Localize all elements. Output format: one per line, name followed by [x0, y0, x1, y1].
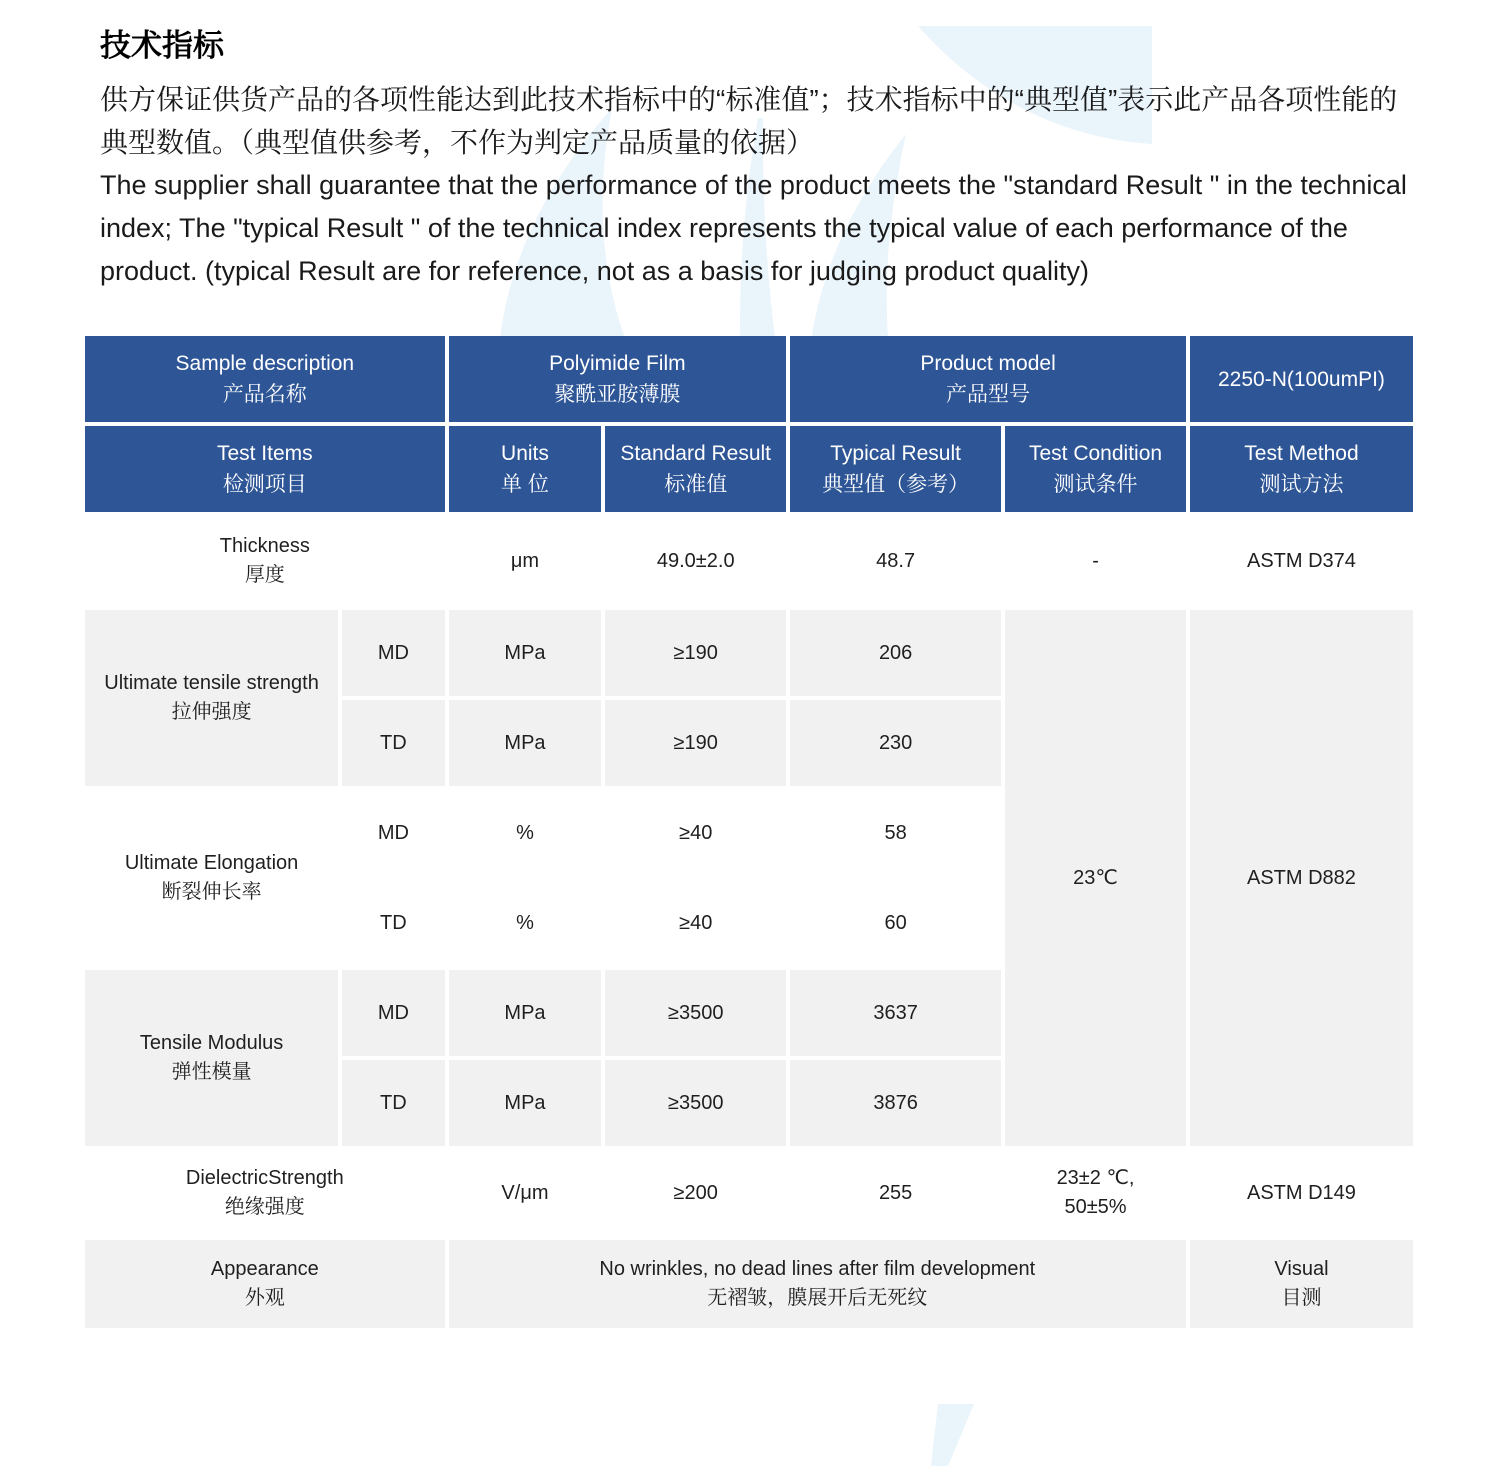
- header-sample-description: [85, 336, 445, 422]
- tensile-td-standard: ≥190: [605, 700, 786, 786]
- dielectric-condition-line1: 23±2 ℃,: [1056, 1167, 1135, 1189]
- modulus-label-en: Tensile Modulus: [139, 1032, 284, 1054]
- tensile-td-typical: 230: [790, 700, 1001, 786]
- col-header-typical-result-cn: 典型值（参考）: [822, 473, 970, 496]
- col-header-test-condition: [1005, 426, 1186, 512]
- col-header-test-condition-en: Test Condition: [1028, 442, 1163, 465]
- tensile-label: [85, 610, 338, 786]
- col-header-typical-result: [790, 426, 1001, 512]
- modulus-md-standard: ≥3500: [605, 970, 786, 1056]
- col-header-units: [449, 426, 602, 512]
- col-header-units-en: Units: [501, 442, 549, 465]
- dielectric-method: ASTM D149: [1190, 1150, 1413, 1236]
- appearance-result: [449, 1240, 1186, 1328]
- mechanical-test-condition: 23℃: [1005, 610, 1186, 1146]
- col-header-test-method-cn: 测试方法: [1259, 473, 1344, 496]
- thickness-label-en: Thickness: [219, 535, 310, 557]
- col-header-test-method-en: Test Method: [1244, 442, 1359, 465]
- header-sample-description-cn: 产品名称: [222, 383, 307, 406]
- tensile-md-direction: MD: [342, 610, 444, 696]
- tensile-label-en: Ultimate tensile strength: [104, 672, 319, 694]
- elongation-md-direction: MD: [342, 790, 444, 876]
- header-product-model-label-cn: 产品型号: [946, 383, 1031, 406]
- appearance-label: [85, 1240, 445, 1328]
- tensile-md-typical: 206: [790, 610, 1001, 696]
- dielectric-typical: 255: [790, 1150, 1001, 1236]
- mechanical-test-method: ASTM D882: [1190, 610, 1413, 1146]
- col-header-test-condition-cn: 测试条件: [1053, 473, 1138, 496]
- appearance-result-en: No wrinkles, no dead lines after film development: [599, 1258, 1036, 1280]
- appearance-method: [1190, 1240, 1413, 1328]
- header-product-name-en: Polyimide Film: [549, 352, 686, 375]
- modulus-td-typical: 3876: [790, 1060, 1001, 1146]
- col-header-test-method: [1190, 426, 1413, 512]
- modulus-md-unit: MPa: [449, 970, 602, 1056]
- tensile-td-unit: MPa: [449, 700, 602, 786]
- dielectric-label: [85, 1150, 445, 1236]
- elongation-label-en: Ultimate Elongation: [124, 852, 299, 874]
- col-header-units-cn: 单 位: [501, 473, 549, 496]
- col-header-test-items-en: Test Items: [216, 442, 313, 465]
- thickness-standard: 49.0±2.0: [605, 516, 786, 606]
- page-title: 技术指标: [100, 28, 224, 63]
- header-sample-description-en: Sample description: [175, 352, 355, 375]
- tensile-td-direction: TD: [342, 700, 444, 786]
- watermark-bottom-sliver: [931, 1404, 974, 1466]
- modulus-md-typical: 3637: [790, 970, 1001, 1056]
- modulus-td-standard: ≥3500: [605, 1060, 786, 1146]
- elongation-md-standard: ≥40: [605, 790, 786, 876]
- modulus-label: [85, 970, 338, 1146]
- elongation-td-standard: ≥40: [605, 880, 786, 966]
- elongation-td-unit: %: [449, 880, 602, 966]
- elongation-md-unit: %: [449, 790, 602, 876]
- elongation-label: [85, 790, 338, 966]
- table-row-tensile-md: [85, 610, 1413, 696]
- appearance-label-cn: 外观: [244, 1287, 285, 1309]
- appearance-method-en: Visual: [1274, 1258, 1329, 1280]
- header-product-model-label: [790, 336, 1186, 422]
- table-row-product-header: [85, 336, 1413, 422]
- elongation-td-typical: 60: [790, 880, 1001, 966]
- dielectric-standard: ≥200: [605, 1150, 786, 1236]
- header-product-model-value: 2250-N(100umPI): [1190, 336, 1413, 422]
- header-product-name: [449, 336, 787, 422]
- header-product-model-label-en: Product model: [920, 352, 1056, 375]
- tensile-md-standard: ≥190: [605, 610, 786, 696]
- table-row-thickness: [85, 516, 1413, 606]
- col-header-standard-result: [605, 426, 786, 512]
- tensile-md-unit: MPa: [449, 610, 602, 696]
- dielectric-label-cn: 绝缘强度: [224, 1196, 305, 1218]
- table-row-dielectric: [85, 1150, 1413, 1236]
- appearance-method-cn: 目测: [1281, 1287, 1322, 1309]
- dielectric-label-en: DielectricStrength: [185, 1167, 344, 1189]
- header-product-name-cn: 聚酰亚胺薄膜: [554, 383, 681, 406]
- document-page: [0, 26, 1503, 1332]
- elongation-md-typical: 58: [790, 790, 1001, 876]
- elongation-label-cn: 断裂伸长率: [161, 881, 262, 903]
- thickness-condition: -: [1005, 516, 1186, 606]
- col-header-typical-result-en: Typical Result: [830, 442, 961, 465]
- dielectric-condition: [1005, 1150, 1186, 1236]
- thickness-method: ASTM D374: [1190, 516, 1413, 606]
- modulus-td-unit: MPa: [449, 1060, 602, 1146]
- modulus-td-direction: TD: [342, 1060, 444, 1146]
- col-header-test-items: [85, 426, 445, 512]
- thickness-label-cn: 厚度: [244, 564, 285, 586]
- elongation-td-direction: TD: [342, 880, 444, 966]
- thickness-typical: 48.7: [790, 516, 1001, 606]
- intro-paragraph-chinese: 供方保证供货产品的各项性能达到此技术指标中的“标准值”；技术指标中的“典型值”表示此产品各项性能的典型数值。（典型值供参考，不作为判定产品质量的依据）: [100, 84, 1398, 158]
- table-row-column-headers: [85, 426, 1413, 512]
- spec-table: [81, 332, 1417, 1332]
- col-header-standard-result-en: Standard Result: [620, 442, 772, 465]
- intro-paragraph-english: The supplier shall guarantee that the performance of the product meets the "standard Result " in the technical index; The "typical Result " of the technical index represents the typical value of each performance of the product. (typical Result are for reference, not as a basis for judging product quality): [100, 170, 1407, 286]
- thickness-label: [85, 516, 445, 606]
- col-header-standard-result-cn: 标准值: [664, 473, 728, 496]
- thickness-unit: μm: [449, 516, 602, 606]
- dielectric-unit: V/μm: [449, 1150, 602, 1236]
- appearance-label-en: Appearance: [210, 1258, 319, 1280]
- dielectric-condition-line2: 50±5%: [1064, 1196, 1127, 1218]
- col-header-test-items-cn: 检测项目: [222, 473, 307, 496]
- table-row-appearance: [85, 1240, 1413, 1328]
- tensile-label-cn: 拉伸强度: [171, 701, 252, 723]
- modulus-label-cn: 弹性模量: [171, 1061, 252, 1083]
- modulus-md-direction: MD: [342, 970, 444, 1056]
- appearance-result-cn: 无褶皱，膜展开后无死纹: [707, 1287, 928, 1309]
